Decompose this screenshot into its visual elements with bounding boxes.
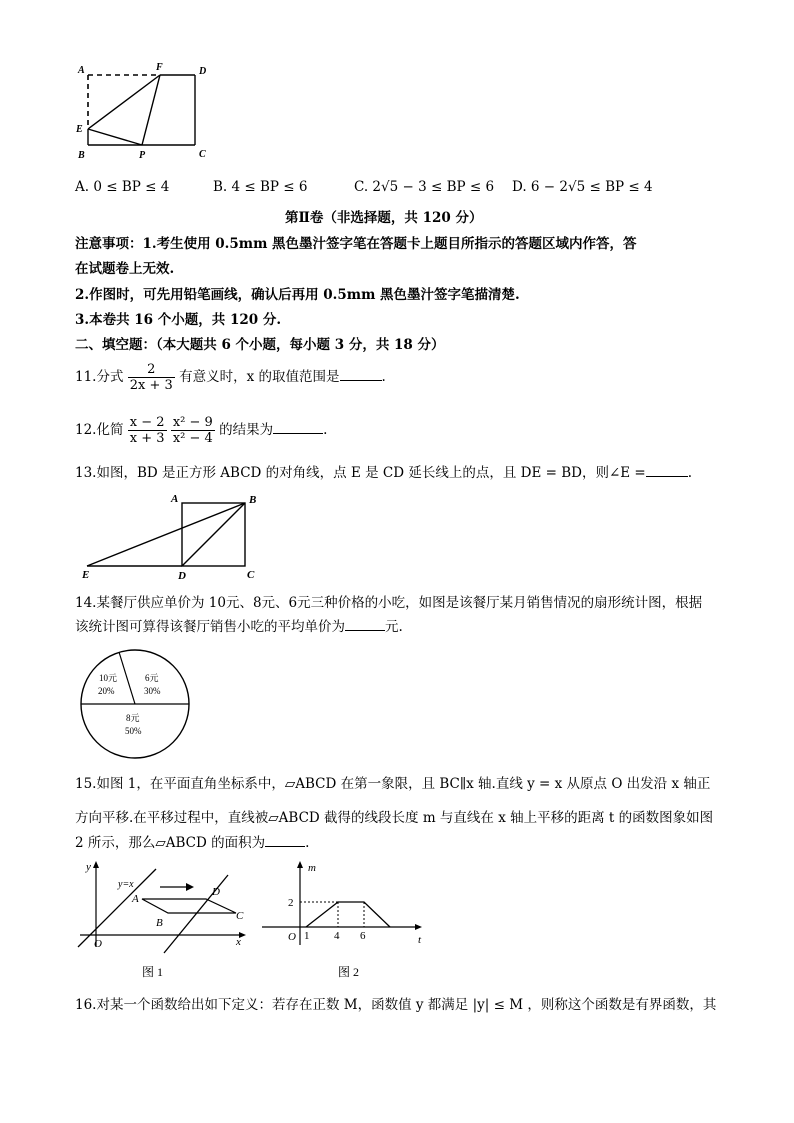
- t-axis-arrow: [415, 924, 422, 930]
- q12-denominator-1: x + 3: [129, 431, 165, 446]
- label-m: m: [308, 862, 316, 874]
- segment-FP: [142, 75, 160, 145]
- question-13: [75, 464, 692, 482]
- q12-numerator-2: x² − 9: [172, 415, 213, 430]
- q11-text: 有意义时，x 的取值范围是: [179, 369, 340, 385]
- pie-divider-radial: [119, 652, 135, 704]
- q12-prefix: 12.化简: [75, 422, 124, 438]
- q12-end: .: [323, 422, 328, 438]
- segment-EB: [87, 503, 245, 566]
- slice-8-percent: 50%: [125, 726, 142, 736]
- q15-line-2: 方向平移.在平移过程中，直线被▱ABCD 截得的线段长度 m 与直线在 x 轴上平移的距离 t 的函数图象如图: [75, 810, 714, 826]
- q15-line-1: 15.如图 1，在平面直角坐标系中，▱ABCD 在第一象限，且 BC∥x 轴.直线 y = x 从原点 O 出发沿 x 轴正: [75, 776, 711, 792]
- q15-figure-2: [258, 857, 438, 982]
- q14-text: 该统计图可算得该餐厅销售小吃的平均单价为: [75, 619, 345, 635]
- parallelogram-ABCD: [142, 899, 236, 913]
- q11-denominator: 2x + 3: [129, 378, 173, 393]
- q12-fraction-2: [171, 415, 215, 446]
- q11-answer-blank[interactable]: [340, 368, 382, 381]
- function-graph-m-of-t: [306, 902, 390, 927]
- q12-text: 的结果为: [219, 422, 274, 438]
- label-O: O: [94, 938, 102, 950]
- q13-answer-blank[interactable]: [646, 464, 688, 477]
- label-E: E: [82, 569, 90, 581]
- q10-figure: [70, 60, 210, 165]
- q11-fraction: [128, 362, 175, 393]
- figure-2-caption: 图 2: [338, 965, 360, 979]
- q14-end: 元.: [385, 619, 403, 635]
- label-O: O: [288, 931, 296, 943]
- q10-option-d[interactable]: D. 6 − 2√5 ≤ BP ≤ 4: [512, 179, 653, 195]
- slice-10-percent: 20%: [98, 686, 115, 696]
- label-x: x: [236, 936, 241, 948]
- note-3: 3.本卷共 16 个小题，共 120 分.: [75, 312, 282, 328]
- label-C: C: [236, 910, 244, 922]
- tick-label-2: 2: [288, 897, 294, 909]
- q12-answer-blank[interactable]: [273, 421, 323, 434]
- label-B: B: [249, 494, 257, 506]
- q10-option-b[interactable]: B. 4 ≤ BP ≤ 6: [213, 179, 308, 195]
- q15-text: 2 所示，那么▱ABCD 的面积为: [75, 835, 266, 851]
- label-F: F: [156, 62, 163, 73]
- q11-end: .: [381, 369, 386, 385]
- slice-8-label: 8元: [126, 713, 140, 723]
- label-t: t: [418, 934, 422, 946]
- q13-end: .: [687, 465, 693, 481]
- label-C: C: [199, 149, 206, 160]
- q13-figure: [75, 490, 275, 582]
- q15-figure-1: [72, 857, 252, 982]
- slice-10-label: 10元: [99, 673, 118, 683]
- q14-line-2: [75, 618, 403, 636]
- segment-EP: [88, 129, 142, 145]
- q14-pie-chart: [75, 645, 195, 765]
- q12-denominator-2: x² − 4: [172, 431, 213, 446]
- label-A: A: [78, 65, 85, 76]
- label-E: E: [76, 124, 83, 135]
- label-C: C: [247, 569, 255, 581]
- label-D: D: [212, 886, 220, 898]
- slice-6-label: 6元: [145, 673, 159, 683]
- label-B: B: [78, 150, 85, 161]
- label-D: D: [199, 66, 207, 77]
- y-axis-arrow: [93, 861, 99, 868]
- translation-arrow-head: [186, 883, 194, 891]
- question-12: [75, 412, 327, 448]
- tick-label-6: 6: [360, 930, 366, 942]
- q15-end: .: [305, 835, 310, 851]
- label-y-equals-x: y=x: [118, 879, 134, 890]
- section-2-title: 第Ⅱ卷（非选择题，共 120 分）: [285, 210, 483, 226]
- segment-EF: [88, 75, 160, 129]
- figure-1-caption: 图 1: [142, 965, 164, 979]
- part-2-title: 二、填空题：（本大题共 6 个小题，每小题 3 分，共 18 分）: [75, 337, 445, 353]
- q14-answer-blank[interactable]: [345, 618, 385, 631]
- label-D: D: [178, 570, 186, 582]
- q11-prefix: 11.分式: [75, 369, 124, 385]
- q12-fraction-1: [128, 415, 167, 446]
- q13-text: 13.如图，BD 是正方形 ABCD 的对角线，点 E 是 CD 延长线上的点，且 DE = BD，则∠E =: [75, 465, 646, 481]
- label-A: A: [171, 493, 179, 505]
- q15-line-3: [75, 834, 309, 852]
- q14-line-1: 14.某餐厅供应单价为 10元、8元、6元三种价格的小吃，如图是该餐厅某月销售情况的扇形统计图，根据: [75, 595, 703, 611]
- m-axis-arrow: [297, 861, 303, 868]
- label-A: A: [132, 893, 139, 905]
- q16-line-1: 16.对某一个函数给出如下定义：若存在正数 M，函数值 y 都满足 |y| ≤ M ，则称这个函数是有界函数，其: [75, 997, 717, 1013]
- label-P: P: [139, 150, 146, 161]
- question-11: [75, 359, 386, 395]
- label-y: y: [86, 861, 91, 873]
- note-1-line-2: 在试题卷上无效.: [75, 261, 175, 277]
- tick-label-4: 4: [334, 930, 340, 942]
- q10-option-a[interactable]: A. 0 ≤ BP ≤ 4: [75, 179, 170, 195]
- q10-option-c[interactable]: C. 2√5 − 3 ≤ BP ≤ 6: [354, 179, 495, 195]
- note-1-line-1: 注意事项：1.考生使用 0.5mm 黑色墨汁签字笔在答题卡上题目所指示的答题区域内作答，答: [75, 236, 637, 252]
- q15-answer-blank[interactable]: [265, 834, 305, 847]
- note-2: 2.作图时，可先用铅笔画线，确认后再用 0.5mm 黑色墨汁签字笔描清楚.: [75, 287, 520, 303]
- slice-6-percent: 30%: [144, 686, 161, 696]
- q11-numerator: 2: [128, 362, 175, 378]
- q12-numerator-1: x − 2: [129, 415, 165, 430]
- tick-label-1: 1: [304, 930, 310, 942]
- label-B: B: [156, 917, 163, 929]
- diagonal-BD: [182, 503, 245, 566]
